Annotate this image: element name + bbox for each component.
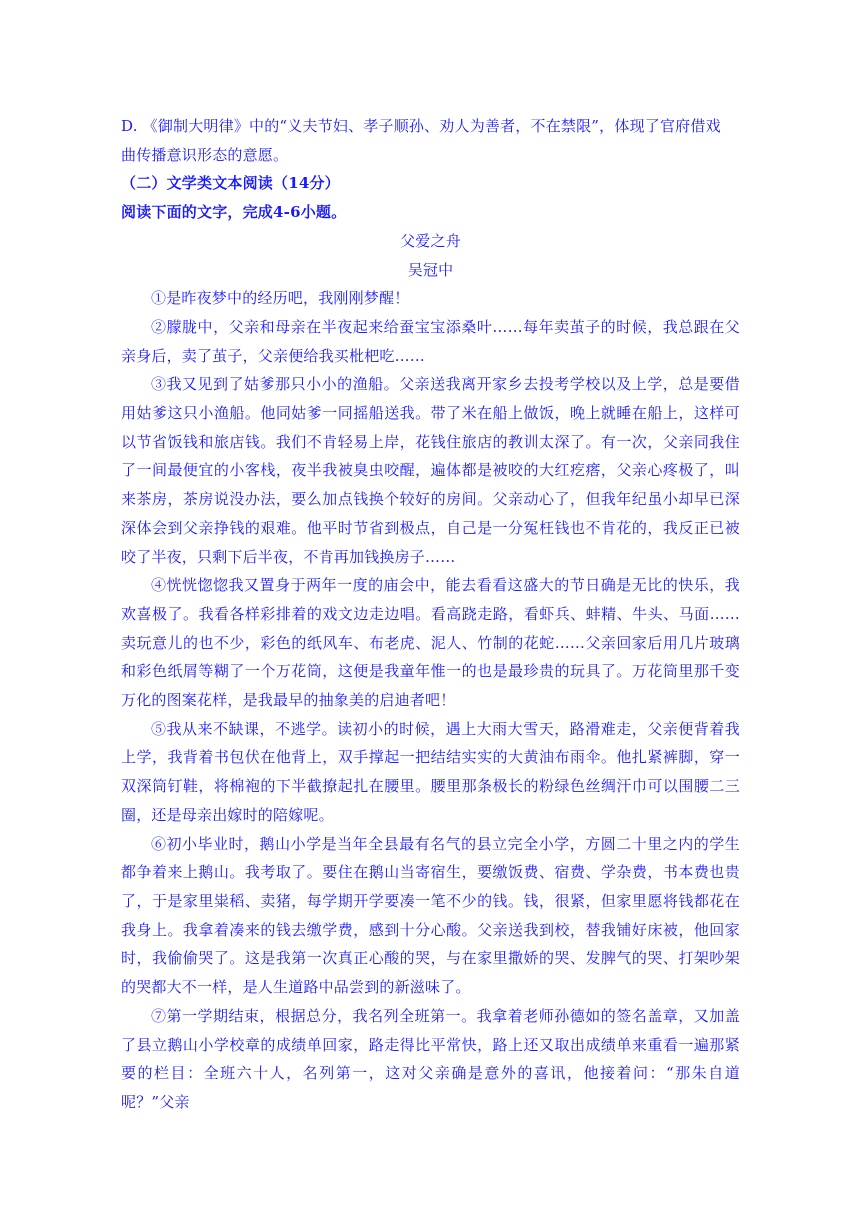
paragraph-2: ②朦胧中，父亲和母亲在半夜起来给蚕宝宝添桑叶……每年卖茧子的时候，我总跟在父亲身后，卖了茧子，父亲便给我买枇杷吃……: [121, 317, 740, 365]
paragraph-6: ⑥初小毕业时，鹅山小学是当年全县最有名气的县立完全小学，方圆二十里之内的学生都争着来上鹅山。我考取了。要住在鹅山当寄宿生，要缴饭费、宿费、学杂费，书本费也贵了，于是家里粜稻、卖猪，每学期开学要凑一笔不少的钱。钱，很紧，但家里愿将钱都花在我身上。我拿着凑来的钱去缴学费，感到十分心酸。父亲送我到校，替我铺好床被，他回家时，我偷偷哭了。这是我第一次真正心酸的哭，与在家里撒娇的哭、发脾气的哭、打架吵架的哭都大不一样，是人生道路中品尝到的新滋味了。: [121, 834, 740, 997]
section-heading: （二）文学类文本阅读（14分）: [121, 174, 340, 193]
article-author: 吴冠中: [407, 260, 454, 279]
document-body: [121, 112, 740, 1117]
article-title: 父爱之舟: [400, 231, 461, 250]
paragraph-1: ①是昨夜梦中的经历吧，我刚刚梦醒！: [151, 289, 410, 308]
option-d-line-1: D. 《御制大明律》中的“义夫节妇、孝子顺孙、劝人为善者，不在禁限”，体现了官府借戏: [121, 117, 721, 135]
paragraph-4: ④恍恍惚惚我又置身于两年一度的庙会中，能去看看这盛大的节日确是无比的快乐，我欢喜极了。我看各样彩排着的戏文边走边唱。看高跷走路，看虾兵、蚌精、牛头、马面……卖玩意儿的也不少，彩色的纸风车、布老虎、泥人、竹制的花蛇……父亲回家后用几片玻璃和彩色纸屑等糊了一个万花筒，这便是我童年惟一的也是最珍贵的玩具了。万花筒里那千变万化的图案花样，是我最早的抽象美的启迪者吧！: [121, 576, 740, 710]
instruction: 阅读下面的文字，完成4-6小题。: [121, 203, 347, 222]
paragraph-3: ③我又见到了姑爹那只小小的渔船。父亲送我离开家乡去投考学校以及上学，总是要借用姑爹这只小渔船。他同姑爹一同摇船送我。带了米在船上做饭，晚上就睡在船上，这样可以节省饭钱和旅店钱。我们不肯轻易上岸，花钱住旅店的教训太深了。有一次，父亲同我住了一间最便宜的小客栈，夜半我被臭虫咬醒，遍体都是被咬的大红疙瘩，父亲心疼极了，叫来茶房，茶房说没办法，要么加点钱换个较好的房间。父亲动心了，但我年纪虽小却早已深深体会到父亲挣钱的艰难。他平时节省到极点，自己是一分冤枉钱也不肯花的，我反正已被咬了半夜，只剩下后半夜，不肯再加钱换房子……: [121, 375, 740, 566]
paragraph-5: ⑤我从来不缺课，不逃学。读初小的时候，遇上大雨大雪天，路滑难走，父亲便背着我上学，我背着书包伏在他背上，双手撑起一把结结实实的大黄油布雨伞。他扎紧裤脚，穿一双深筒钉鞋，将棉袍的下半截撩起扎在腰里。腰里那条极长的粉绿色丝绸汗巾可以围腰二三圈，还是母亲出嫁时的陪嫁呢。: [121, 719, 740, 824]
paragraph-7: ⑦第一学期结束，根据总分，我名列全班第一。我拿着老师孙德如的签名盖章，又加盖了县立鹅山小学校章的成绩单回家，路走得比平常快，路上还又取出成绩单来重看一遍那紧要的栏目：全班六十人，名列第一，这对父亲确是意外的喜讯，他接着问：“那朱自道呢？”父亲: [121, 1006, 740, 1111]
option-d-line-2: 曲传播意识形态的意愿。: [121, 145, 289, 164]
